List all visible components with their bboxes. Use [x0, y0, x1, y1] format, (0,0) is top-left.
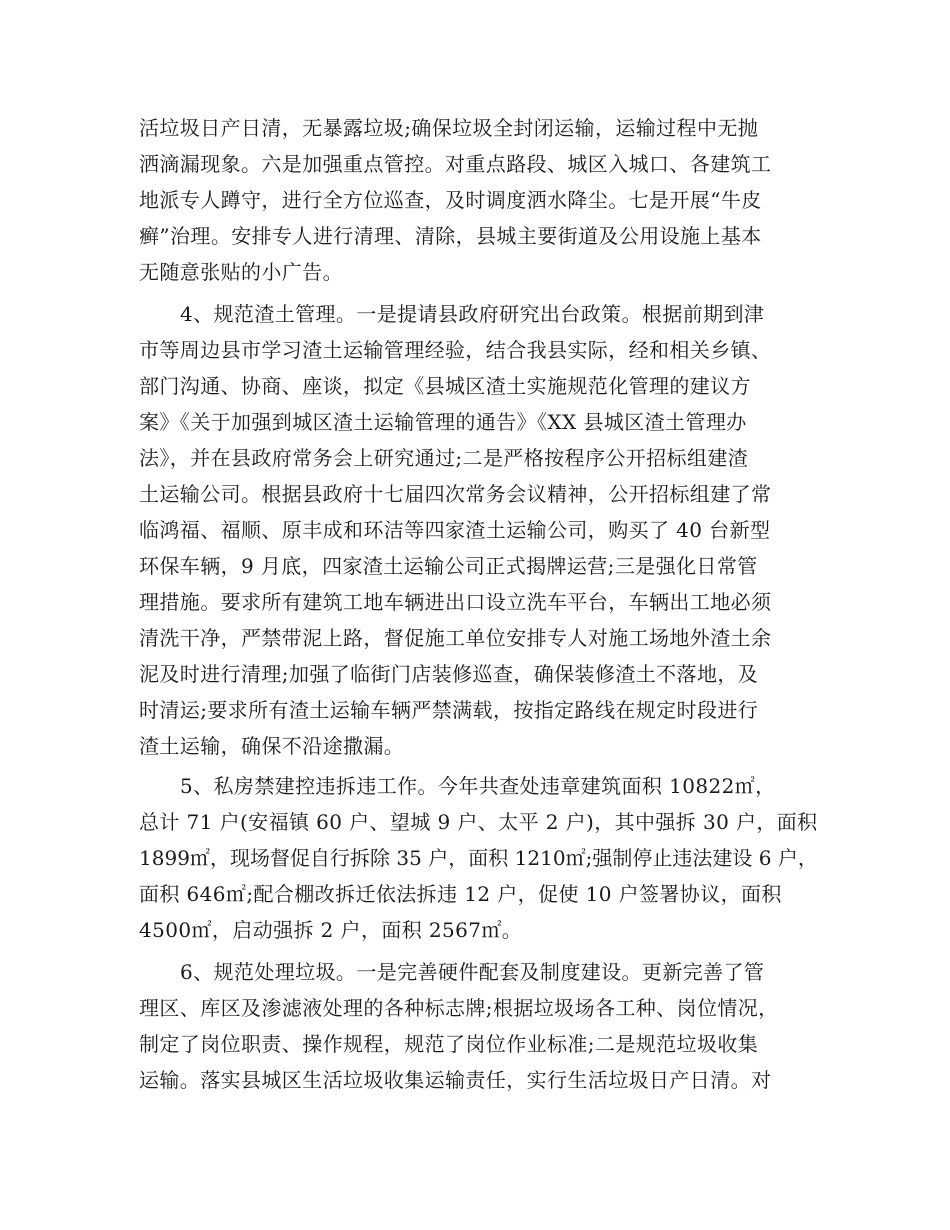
- text-line: 无随意张贴的小广告。: [139, 260, 343, 284]
- text-line: 法》，并在县政府常务会上研究通过;二是严格按程序公开招标组建渣: [139, 446, 749, 470]
- text-line: 洒滴漏现象。六是加强重点管控。对重点路段、城区入城口、各建筑工: [139, 152, 772, 176]
- text-line: 泥及时进行清理;加强了临街门店装修巡查，确保装修渣土不落地，及: [139, 662, 759, 686]
- text-line: 案》《关于加强到城区渣土运输管理的通告》《XX 县城区渣土管理办: [139, 410, 747, 434]
- text-line: 市等周边县市学习渣土运输管理经验，结合我县实际，经和相关乡镇、: [139, 338, 772, 362]
- text-line: 4500㎡，启动强拆 2 户，面积 2567㎡。: [139, 918, 523, 942]
- text-line: 面积 646㎡;配合棚改拆迁依法拆违 12 户，促使 10 户签署协议，面积: [139, 882, 782, 906]
- text-line: 1899㎡，现场督促自行拆除 35 户，面积 1210㎡;强制停止违法建设 6 户，: [139, 846, 818, 870]
- text-line: 制定了岗位职责、操作规程，规范了岗位作业标准;二是规范垃圾收集: [139, 1032, 759, 1056]
- text-line: 时清运;要求所有渣土运输车辆严禁满载，按指定路线在规定时段进行: [139, 698, 759, 722]
- text-line: 部门沟通、协商、座谈，拟定《县城区渣土实施规范化管理的建议方: [139, 374, 751, 398]
- text-line: 6、规范处理垃圾。一是完善硬件配套及制度建设。更新完善了管: [180, 960, 765, 984]
- text-line: 地派专人蹲守，进行全方位巡查，及时调度洒水降尘。七是开展“牛皮: [139, 188, 762, 212]
- text-line: 清洗干净，严禁带泥上路，督促施工单位安排专人对施工场地外渣土余: [139, 626, 772, 650]
- text-line: 运输。落实县城区生活垃圾收集运输责任，实行生活垃圾日产日清。对: [139, 1068, 772, 1092]
- text-line: 土运输公司。根据县政府十七届四次常务会议精神，公开招标组建了常: [139, 482, 772, 506]
- text-line: 理区、库区及渗滤液处理的各种标志牌;根据垃圾场各工种、岗位情况，: [139, 996, 779, 1020]
- text-line: 渣土运输，确保不沿途撒漏。: [139, 734, 405, 758]
- text-line: 临鸿福、福顺、原丰成和环洁等四家渣土运输公司，购买了 40 台新型: [139, 518, 771, 542]
- text-line: 总计 71 户(安福镇 60 户、望城 9 户、太平 2 户)，其中强拆 30 户，面积: [139, 810, 818, 834]
- text-line: 理措施。要求所有建筑工地车辆进出口设立洗车平台，车辆出工地必须: [139, 590, 772, 614]
- text-line: 环保车辆，9 月底，四家渣土运输公司正式揭牌运营;三是强化日常管: [139, 554, 758, 578]
- text-line: 5、私房禁建控违拆违工作。今年共查处违章建筑面积 10822㎡，: [180, 774, 776, 798]
- text-line: 活垃圾日产日清，无暴露垃圾;确保垃圾全封闭运输，运输过程中无抛: [139, 116, 759, 140]
- text-line: 癣”治理。安排专人进行清理、清除，县城主要街道及公用设施上基本: [139, 224, 762, 248]
- text-line: 4、规范渣土管理。一是提请县政府研究出台政策。根据前期到津: [180, 302, 765, 326]
